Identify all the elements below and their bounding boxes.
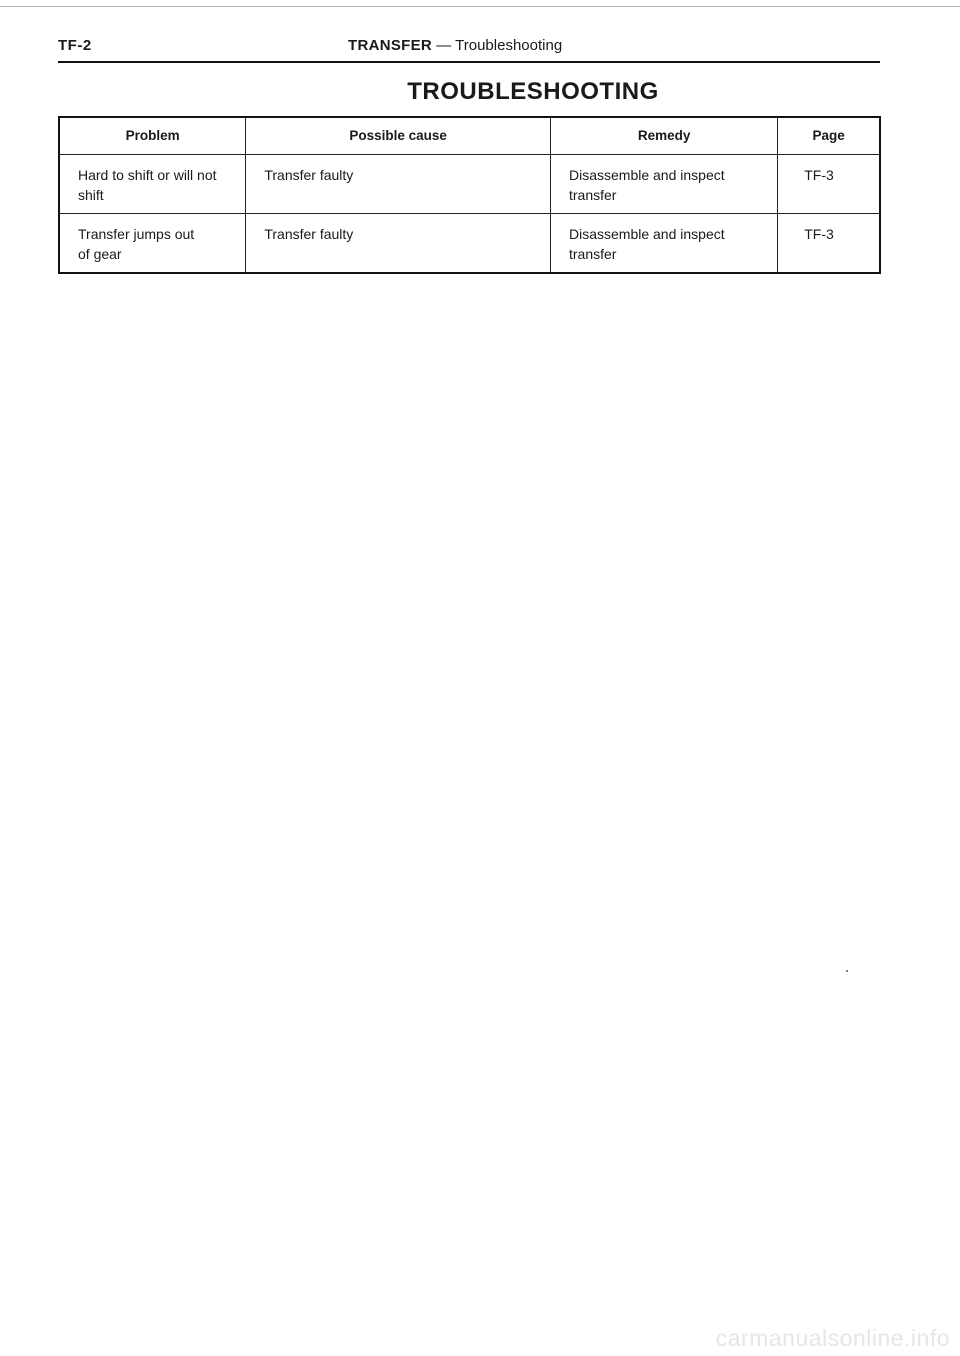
page-code: TF-2 — [58, 37, 92, 54]
cause-cell — [246, 155, 551, 214]
remedy-text-line: Disassemble and inspect — [568, 167, 725, 183]
problem-text-line: Transfer jumps out — [78, 226, 195, 242]
remedy-text-line: Disassemble and inspect — [568, 226, 725, 242]
column-header-remedy: Remedy — [550, 117, 777, 155]
column-header-possible-cause: Possible cause — [246, 117, 551, 155]
cause-text: Transfer faulty — [264, 167, 354, 183]
column-header-page: Page — [778, 117, 880, 155]
problem-text-line: Hard to shift or will not — [78, 167, 217, 183]
page-title: TROUBLESHOOTING — [407, 78, 659, 105]
watermark: carmanualsonline.info — [715, 1325, 950, 1351]
troubleshooting-table — [58, 116, 881, 274]
top-rule — [0, 6, 960, 7]
section-title-sub: — Troubleshooting — [432, 37, 563, 54]
page-header — [58, 37, 880, 63]
section-title-main: TRANSFER — [348, 37, 433, 54]
problem-cell — [59, 214, 246, 274]
remedy-text-line: transfer — [568, 246, 617, 262]
problem-text-line: of gear — [78, 246, 122, 262]
section-title — [348, 37, 562, 54]
page-ref: TF-3 — [804, 167, 834, 183]
table-row — [59, 214, 880, 274]
scan-speck — [846, 970, 848, 972]
page-ref-cell — [778, 155, 880, 214]
remedy-cell — [550, 214, 777, 274]
remedy-text-line: transfer — [568, 187, 617, 203]
problem-text-line: shift — [78, 187, 104, 203]
page-ref: TF-3 — [804, 226, 834, 242]
table-header-row — [59, 117, 880, 155]
remedy-cell — [550, 155, 777, 214]
problem-cell — [59, 155, 246, 214]
column-header-problem: Problem — [59, 117, 246, 155]
cause-text: Transfer faulty — [264, 226, 354, 242]
page-ref-cell — [778, 214, 880, 274]
cause-cell — [246, 214, 551, 274]
table-row — [59, 155, 880, 214]
